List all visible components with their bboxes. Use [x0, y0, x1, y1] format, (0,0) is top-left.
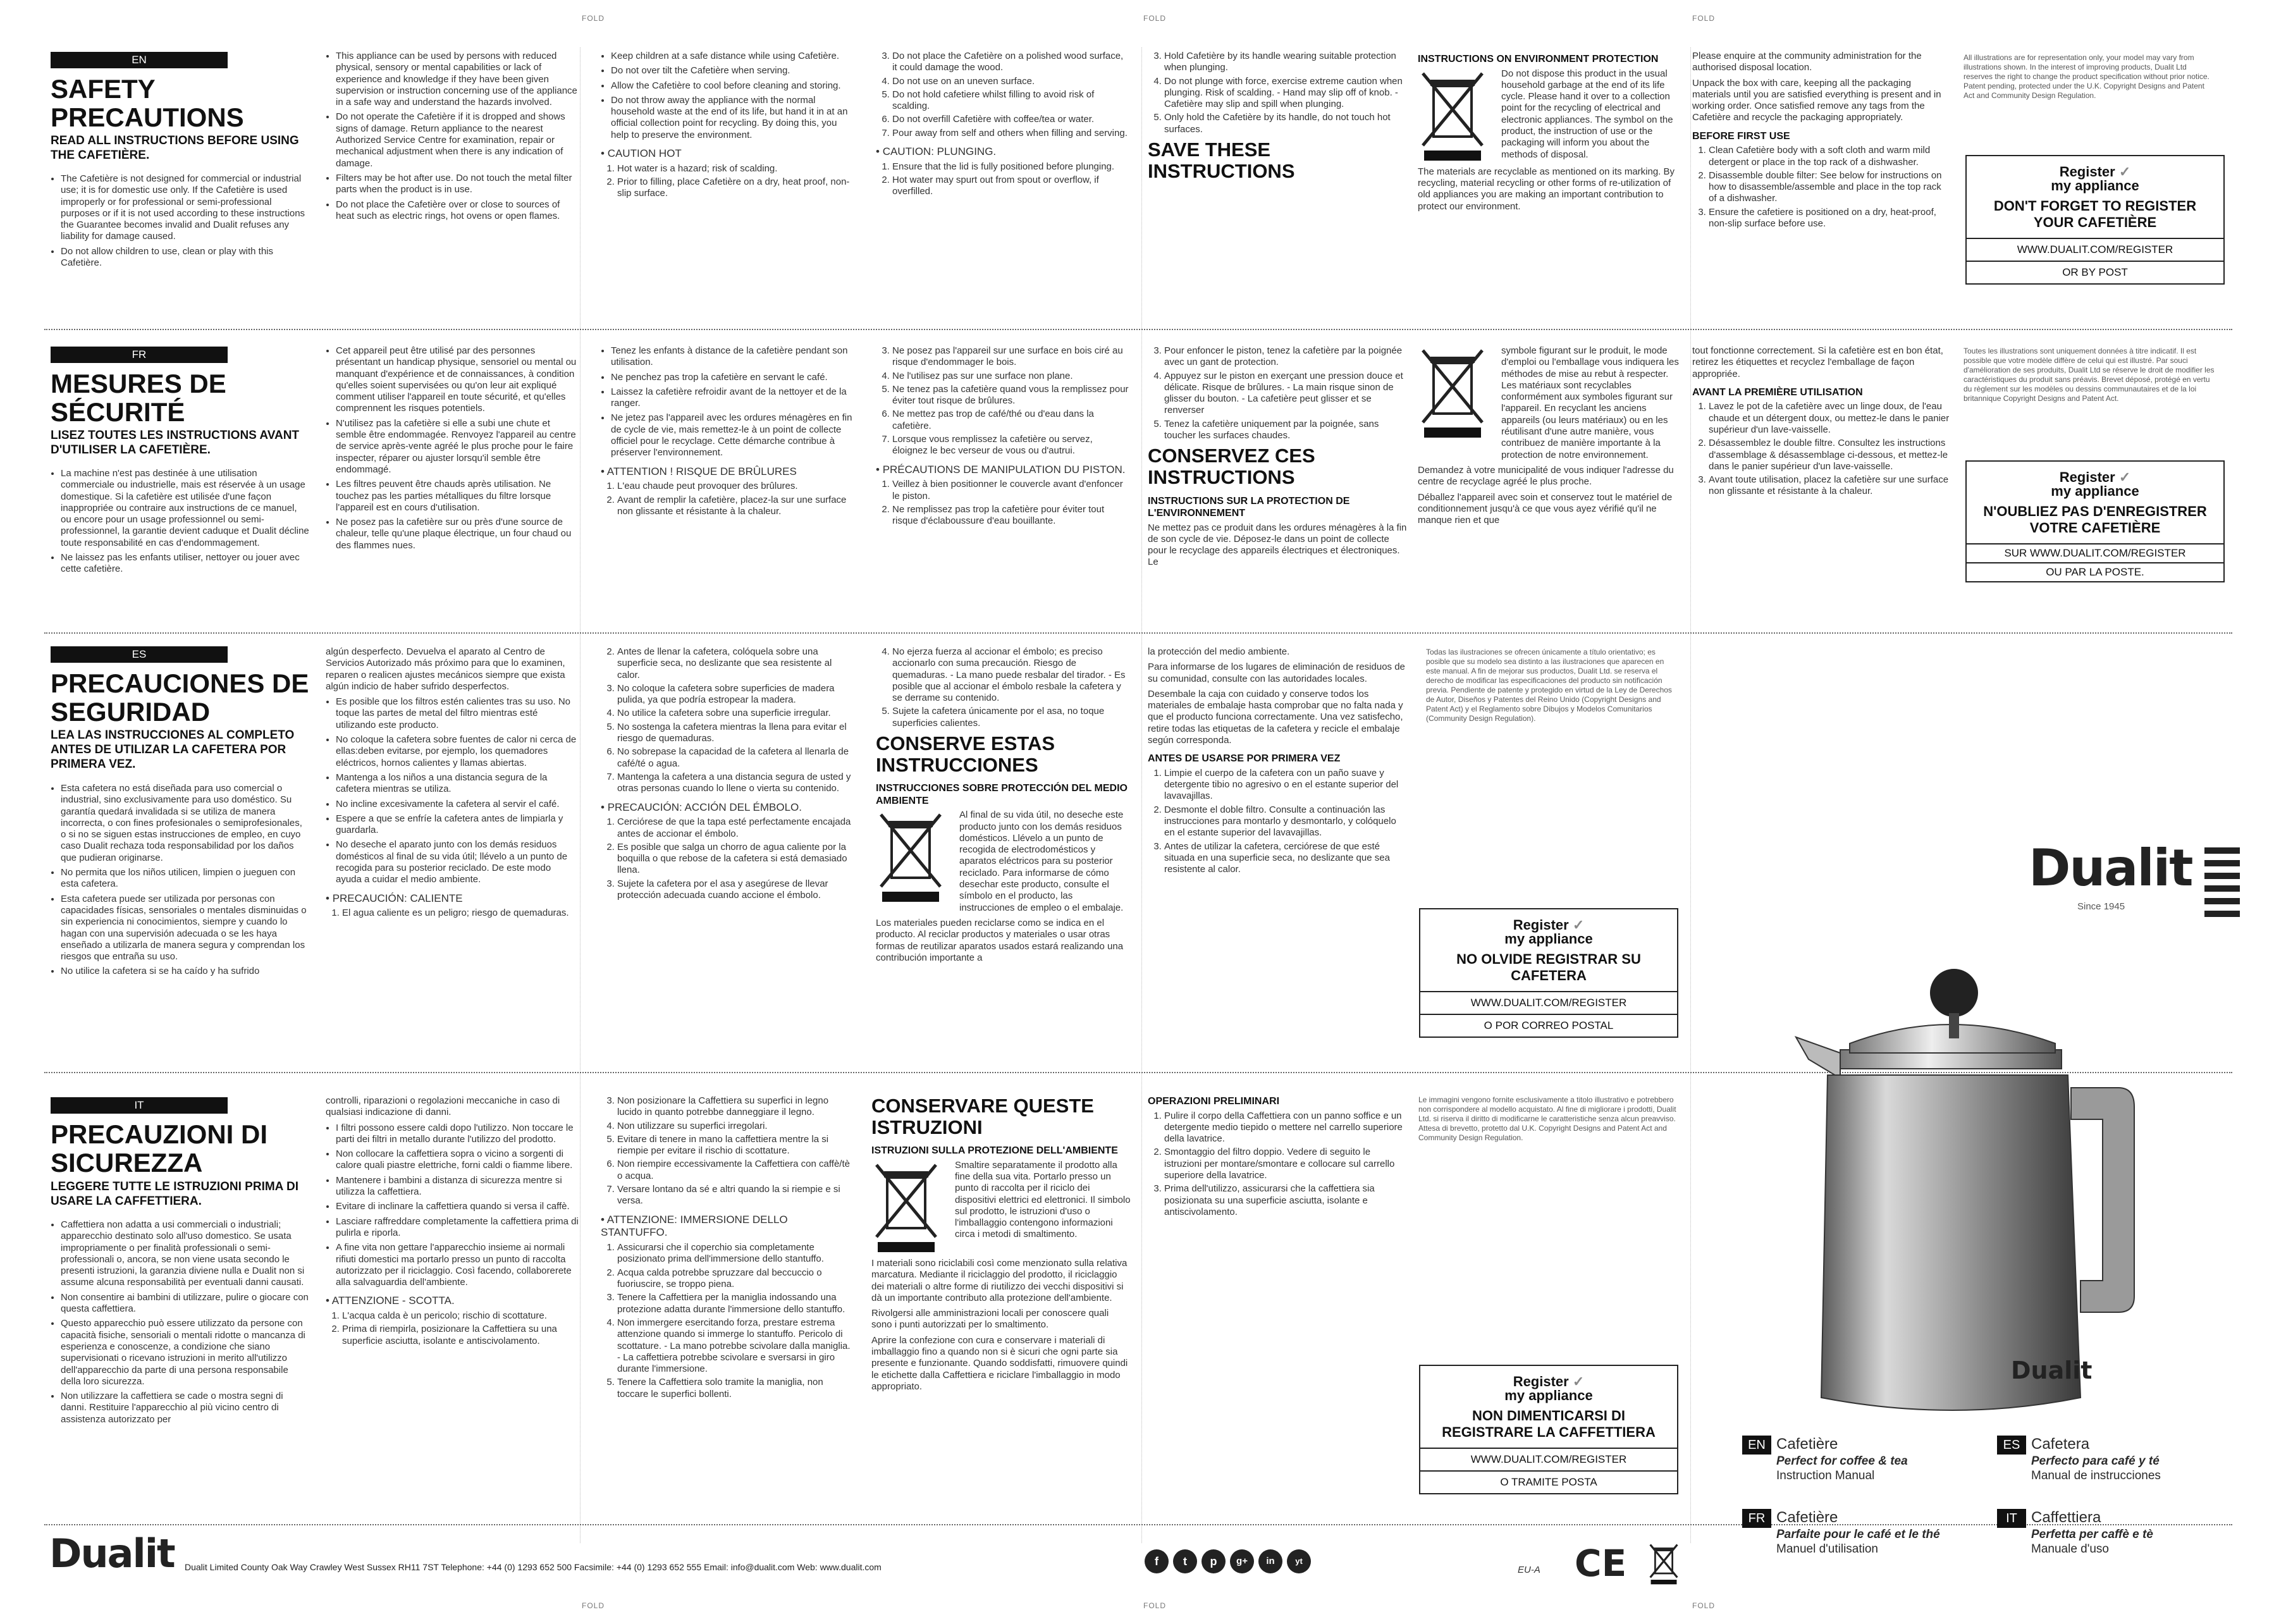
weee-bin-icon: [1418, 345, 1494, 465]
manual-tagline: Parfaite pour le café et le thé: [1776, 1528, 1940, 1541]
fr-col-3: [601, 345, 854, 520]
caution-heading: • PRECAUCIÓN: CALIENTE: [326, 892, 463, 904]
list-item: • Ne posez pas la cafetière sur ou près d'une source de chaleur, telle qu'une plaque électrique, un four chaud ou des flammes nues.: [336, 517, 579, 551]
language-badge: ES: [1997, 1436, 2026, 1455]
list-item: • Tenez les enfants à distance de la cafetière pendant son utilisation.: [611, 345, 854, 369]
column-divider: [1690, 47, 1691, 1543]
it-col-5: [1148, 1095, 1407, 1221]
environment-heading: INSTRUCTIONS SUR LA PROTECTION DE L'ENVIRONNEMENT: [1148, 495, 1350, 519]
weee-bin-icon: [876, 809, 952, 918]
save-instructions-heading: CONSERVE ESTAS INSTRUCCIONES: [876, 732, 1055, 777]
list-item: 7. Pour away from self and others when filling and serving.: [892, 128, 1129, 139]
list-item: 5. Do not hold cafetiere whilst filling to avoid risk of scalding.: [892, 89, 1129, 113]
fold-mark: FOLD: [582, 14, 605, 23]
before-first-use-heading: BEFORE FIRST USE: [1692, 130, 1790, 142]
register-url[interactable]: WWW.DUALIT.COM/REGISTER: [1967, 238, 2223, 261]
caution-heading: • CAUTION HOT: [601, 147, 682, 160]
caution-heading: • ATTENZIONE: IMMERSIONE DELLO STANTUFFO.: [601, 1213, 788, 1239]
weee-bin-icon: [871, 1160, 947, 1258]
kettle-logo: Dualit: [2011, 1356, 2093, 1384]
register-box: [1419, 908, 1678, 1038]
register-logo: Register ✓ my appliance: [2051, 164, 2139, 194]
es-col-1: [51, 783, 310, 981]
fr-col-5: [1148, 345, 1407, 572]
list-item: • Espere a que se enfríe la cafetera antes de limpiarla y guardarla.: [336, 813, 579, 837]
list-item: 2. Désassemblez le double filtre. Consultez les instructions d'assemblage & désassemblage ci-dessous, et mettez-le dans le panier supérieur d'un lave-vaisselle.: [1709, 438, 1951, 472]
list-item: • Mantenere i bambini a distanza di sicurezza mentre si utilizza la caffettiera.: [336, 1175, 579, 1198]
youtube-icon[interactable]: yt: [1287, 1549, 1311, 1573]
body-text: symbole figurant sur le produit, le mode d'emploi ou l'emballage vous indiquera les méthodes de mise au rebut à respecter. Les matériaux sont recyclables conformément aux symboles figurant sur l'appareil. En recyclant les anciens appareils (ou leurs matériaux) ou en les réutilisant d'une autre manière, vous contribuez de manière importante à la protection de notre environnement.: [1501, 345, 1679, 460]
list-item: 3. Ne posez pas l'appareil sur une surface en bois ciré au risque d'endommager le bois.: [892, 345, 1129, 369]
list-item: 1. Cerciórese de que la tapa esté perfectamente encajada antes de accionar el émbolo.: [617, 816, 854, 840]
pinterest-icon[interactable]: p: [1202, 1549, 1226, 1573]
list-item: • Questo apparecchio può essere utilizzato da persone con capacità fisiche, sensoriali o mentali ridotte o mancanza di esperienza e conoscenze, a condizione che siano supervisionati o ricevano istruzioni in merito all'utilizzo dell'apparecchio da parte di una persona responsabile della loro sicurezza.: [61, 1318, 310, 1387]
body-text: Al final de su vida útil, no deseche este producto junto con los demás residuos domésticos. Llévelo a un punto de recogida de electrodomésticos y aparatos eléctricos para su posterior reciclado. Para informarse de cómo desechar este producto, consulte el símbolo en el producto, las instrucciones de empleo o el embalaje.: [959, 809, 1124, 913]
es-col-3: [601, 646, 854, 904]
register-message: NON DIMENTICARSI DI REGISTRARE LA CAFFETTIERA: [1442, 1408, 1656, 1441]
list-item: 1. El agua caliente es un peligro; riesgo de quemaduras.: [342, 907, 579, 919]
it-col-4: [871, 1092, 1131, 1396]
environment-heading: INSTRUCCIONES SOBRE PROTECCIÓN DEL MEDIO AMBIENTE: [876, 783, 1128, 806]
caution-heading: • ATTENZIONE - SCOTTA.: [326, 1295, 455, 1307]
list-item: • This appliance can be used by persons with reduced physical, sensory or mental capabilities or lack of experience and knowledge if they have been given supervision or instruction concerning use of the appliance in a safe way and understand the hazards involved.: [336, 51, 579, 108]
section-subtitle: READ ALL INSTRUCTIONS BEFORE USING THE CAFETIÈRE.: [51, 134, 299, 162]
manual-tagline: Perfecto para café y té: [2031, 1455, 2160, 1468]
body-text: Para informarse de los lugares de eliminación de residuos de su comunidad, consulte con las autoridades locales.: [1148, 661, 1405, 684]
en-col-6: [1418, 51, 1683, 216]
list-item: 2. Desmonte el doble filtro. Consulte a continuación las instrucciones para montarlo y desmontarlo, y colóquelo en el estante superior del lavavajillas.: [1164, 804, 1407, 839]
fr-col-1: [51, 468, 310, 579]
list-item: 1. Lavez le pot de la cafetière avec un linge doux, de l'eau chaude et un détergent doux, ou mettez-le dans le panier supérieur d'un lave-vaisselle.: [1709, 401, 1951, 436]
language-bar: IT: [51, 1097, 228, 1114]
list-item: • Do not throw away the appliance with the normal household waste at the end of its life, but hand it in at an official collection point for recycling. By doing this, you help to preserve the environment.: [611, 95, 854, 141]
section-subtitle: LEGGERE TUTTE LE ISTRUZIONI PRIMA DI USARE LA CAFFETTIERA.: [51, 1180, 298, 1208]
register-box: [1965, 155, 2225, 285]
fold-mark: FOLD: [1692, 14, 1716, 23]
list-item: 4. Do not use on an uneven surface.: [892, 76, 1129, 87]
it-col-3: [601, 1095, 854, 1403]
register-logo: Register ✓ my appliance: [2051, 469, 2139, 499]
list-item: 2. Hot water may spurt out from spout or overflow, if overfilled.: [892, 175, 1129, 198]
list-item: 1. Pulire il corpo della Caffettiera con un panno soffice e un detergente medio tiepido o mettere nel carrello superiore della lavatrice.: [1164, 1110, 1407, 1145]
language-bar: ES: [51, 646, 228, 663]
ce-mark-icon: CE: [1575, 1542, 1627, 1585]
caution-heading: • CAUTION: PLUNGING.: [876, 145, 997, 158]
list-item: • Do not allow children to use, clean or play with this Cafetière.: [61, 246, 310, 269]
list-item: 2. Es posible que salga un chorro de agua caliente por la boquilla o que rebose de la cafetera si está demasiado llena.: [617, 842, 854, 877]
list-item: 1. Veillez à bien positionner le couvercle avant d'enfoncer le piston.: [892, 479, 1129, 502]
section-title: SAFETY PRECAUTIONS: [51, 74, 244, 133]
body-text: Aprire la confezione con cura e conservare i materiali di imballaggio fino a quando non si è sicuri che ogni parte sia presente e funzionante. Quando soddisfatti, rimuovere quindi le etichette dalla Caffettiera e riciclare l'imballaggio in modo appropriato.: [871, 1334, 1128, 1392]
environment-heading: INSTRUCTIONS ON ENVIRONMENT PROTECTION: [1418, 54, 1659, 65]
body-text: controlli, riparazioni o regolazioni meccaniche in caso di qualsiasi indicazione di danni.: [326, 1095, 560, 1118]
body-text: Smaltire separatamente il prodotto alla fine della sua vita. Portarlo presso un punto di raccolta per il riciclo dei dispositivi elettrici ed elettronici. Il simbolo sul prodotto, le istruzioni d'uso o l'imballaggio contengono informazioni circa i metodi di smaltimento.: [955, 1159, 1131, 1240]
list-item: 4. Do not plunge with force, exercise extreme caution when plunging. Risk of scalding. - Hand may slip off of knob. - Cafetière may slip and spill when plunging.: [1164, 76, 1407, 111]
list-item: • Evitare di inclinare la caffettiera quando si versa il caffè.: [336, 1201, 579, 1212]
section-title: PRECAUZIONI DI SICUREZZA: [51, 1119, 268, 1178]
register-url[interactable]: WWW.DUALIT.COM/REGISTER: [1420, 1448, 1677, 1470]
manual-title-fr: [1742, 1509, 1995, 1557]
list-item: • A fine vita non gettare l'apparecchio insieme ai normali rifiuti domestici ma portarlo presso un punto di raccolta autorizzato per il riciclaggio. Così facendo, collaborerete alla salvaguardia dell'ambiente.: [336, 1242, 579, 1288]
register-url[interactable]: WWW.DUALIT.COM/REGISTER: [1420, 991, 1677, 1014]
list-item: 5. Evitare di tenere in mano la caffettiera mentre la si riempie per evitare il rischio di scottature.: [617, 1134, 854, 1157]
list-item: 5. Tenere la Caffettiera solo tramite la maniglia, non toccare le superfici bollenti.: [617, 1377, 854, 1400]
list-item: • Filters may be hot after use. Do not touch the metal filter parts when the product is in use.: [336, 173, 579, 196]
register-post: O POR CORREO POSTAL: [1420, 1014, 1677, 1037]
register-post: O TRAMITE POSTA: [1420, 1470, 1677, 1493]
list-item: • Non utilizzare la caffettiera se cade o mostra segni di danni. Restituire l'apparecchio al più vicino centro di assistenza autorizzato per: [61, 1391, 310, 1425]
list-item: 7. Versare lontano da sé e altri quando la si riempie e si versa.: [617, 1184, 854, 1207]
body-text: la protección del medio ambiente.: [1148, 646, 1290, 657]
list-item: 4. Non utilizzare su superfici irregolari.: [617, 1121, 854, 1132]
before-first-use-heading: OPERAZIONI PRELIMINARI: [1148, 1096, 1280, 1107]
list-item: 2. Disassemble double filter: See below for instructions on how to disassemble/assemble and place in the top rack of a dishwasher.: [1709, 170, 1951, 205]
list-item: 2. Prima di riempirla, posizionare la Caffettiera su una superficie asciutta, isolante e antiscivolamento.: [342, 1324, 579, 1347]
list-item: • No incline excesivamente la cafetera al servir el café.: [336, 799, 579, 810]
manual-tagline: Perfect for coffee & tea: [1776, 1455, 1908, 1468]
list-item: 5. No sostenga la cafetera mientras la llena para evitar el riesgo de quemaduras.: [617, 722, 854, 745]
manual-title-en: [1742, 1436, 1995, 1484]
list-item: • Caffettiera non adatta a usi commerciali o industriali; apparecchio destinato solo all'uso domestico. Se usata impropriamente o per finalità professionali o semi-professionali o, ancora, se non viene usata secondo le presenti istruzioni, la garanzia diviene nulla e Dualit non si assume alcuna responsabilità per eventuali danni causati.: [61, 1219, 310, 1289]
list-item: 6. Do not overfill Cafetière with coffee/tea or water.: [892, 114, 1129, 125]
footnote: Le immagini vengono fornite esclusivamente a titolo illustrativo e potrebbero non corrispondere al modello acquistato. Al fine di migliorare i prodotti, Dualit Ltd. si riserva il diritto di modificarne le caratteristiche senza alcun preavviso. Attesa di brevetto, protetto dal U.K. Copyright Designs and Patent Act and Community Design Regulation.: [1418, 1095, 1676, 1142]
column-divider: [1141, 47, 1142, 1543]
caution-heading: • PRÉCAUTIONS DE MANIPULATION DU PISTON.: [876, 463, 1126, 476]
list-item: 1. Assicurarsi che il coperchio sia completamente posizionato prima dell'immersione dello stantuffo.: [617, 1242, 854, 1265]
manual-type: Instruction Manual: [1776, 1468, 1875, 1482]
manual-product-name: Cafetière: [1776, 1436, 1838, 1453]
register-box: [1965, 460, 2225, 582]
register-message: N'OUBLIEZ PAS D'ENREGISTRER VOTRE CAFETIÈRE: [1983, 503, 2207, 536]
footnote: All illustrations are for representation only, your model may vary from illustrations shown. In the interest of improving products, Dualit Ltd reserves the right to change the product specification without prior notice. Patent pending, protected under the U.K. Copyright Designs and Patent Act and Community Design Regulation.: [1964, 53, 2209, 100]
it-col-2: [326, 1095, 579, 1350]
fold-mark: FOLD: [1143, 1601, 1167, 1610]
list-item: 3. Ensure the cafetiere is positioned on a dry, heat-proof, non-slip surface before use.: [1709, 207, 1951, 230]
manual-type: Manuale d'uso: [2031, 1542, 2109, 1556]
list-item: 2. Prior to filling, place Cafetière on a dry, heat proof, non-slip surface.: [617, 176, 854, 200]
language-bar: EN: [51, 52, 228, 68]
caution-heading: • ATTENTION ! RISQUE DE BRÛLURES: [601, 465, 797, 477]
list-item: • Esta cafetera puede ser utilizada por personas con capacidades físicas, sensoriales o mentales disminuidas o sin experiencia ni conocimientos, siempre y cuando lo hagan con una supervisión adecuada o se les haya enseñado a utilizarla de manera segura y comprendan los riesgos que entraña su uso.: [61, 894, 310, 963]
footnote: Toutes les illustrations sont uniquement données à titre indicatif. Il est possible que votre modèle diffère de celui qui est illustré. Par souci d'amélioration de ses produits, Dualit Ltd se réserve le droit de modifier les caractéristiques du produit sans préavis. Brevet déposé, protégé en vertu du règlement sur les modèles ou dessins communautaires et de la loi britannique Copyright Designs and Patent Act.: [1964, 347, 2215, 403]
body-text: Los materiales pueden reciclarse como se indica en el producto. Al reciclar productos y materiales o usar otras formas de reutilizar aparatos usados estará realizando una contribución importante a: [876, 917, 1124, 963]
body-text: Desembale la caja con cuidado y conserve todos los materiales de embalaje hasta comprobar que no falta nada y que el producto funciona correctamente. Una vez satisfecho, retire todas las etiquetas de la cafetera y recicle el embalaje según corresponda.: [1148, 688, 1403, 746]
es-col-5: [1148, 646, 1407, 878]
body-text: Do not dispose this product in the usual household garbage at the end of its life cycle. Please hand it over to a collection point for the recycling of electrical and electronic appliances. The symbol on the product, the instruction of use or the packaging will inform you about the methods of disposal.: [1501, 68, 1673, 160]
list-item: • La machine n'est pas destinée à une utilisation commerciale ou industrielle, mais est réservée à un usage domestique. Si la cafetière est utilisée d'une façon inappropriée ou contraire aux instructions de ce manuel, ou encore pour un usage professionnel ou semi-professionnel, la garantie devient caduque et Dualit décline toute responsabilité en cas d'endommagement.: [61, 468, 310, 549]
cafetiere-image: [1783, 942, 2137, 1451]
weee-bin-icon: [1418, 68, 1494, 166]
body-text: tout fonctionne correctement. Si la cafetière est en bon état, retirez les étiquettes et recyclez l'emballage de façon appropriée.: [1692, 345, 1943, 379]
manual-product-name: Cafetera: [2031, 1436, 2090, 1453]
fold-mark: FOLD: [1692, 1601, 1716, 1610]
column-divider: [580, 47, 581, 1543]
list-item: 3. No coloque la cafetera sobre superficies de madera pulida, ya que podría estropear la madera.: [617, 683, 854, 706]
language-bar: FR: [51, 347, 228, 363]
list-item: 1. L'eau chaude peut provoquer des brûlures.: [617, 481, 854, 492]
register-box: [1419, 1365, 1678, 1494]
body-text: Déballez l'appareil avec soin et conservez tout le matériel de conditionnement jusqu'à ce que vous ayez vérifié qu'il ne manque rien et que: [1418, 491, 1673, 526]
list-item: 3. Sujete la cafetera por el asa y asegúrese de llevar protección adecuada cuando accione el émbolo.: [617, 878, 854, 902]
list-item: • Non consentire ai bambini di utilizzare, pulire o giocare con questa caffettiera.: [61, 1292, 310, 1315]
register-message: DON'T FORGET TO REGISTER YOUR CAFETIÈRE: [1993, 198, 2197, 231]
brand-since: Since 1945: [2077, 901, 2125, 912]
en-col-5: [1148, 51, 1407, 185]
brand-stripes-icon: [2204, 847, 2240, 920]
register-post: OR BY POST: [1967, 261, 2223, 283]
before-first-use-heading: AVANT LA PREMIÈRE UTILISATION: [1692, 386, 1863, 398]
list-item: • N'utilisez pas la cafetière si elle a subi une chute et semble être endommagée. Renvoyez l'appareil au centre de service après-vente agréé le plus proche pour le faire inspecter, réparer ou ajuster lorsqu'il semble être endommagé.: [336, 418, 579, 476]
body-text: Rivolgersi alle amministrazioni locali per conoscere quali sono i punti autorizzati per lo smaltimento.: [871, 1308, 1109, 1331]
list-item: 2. Ne remplissez pas trop la cafetière pour éviter tout risque d'éclaboussure d'eau bouillante.: [892, 504, 1129, 527]
list-item: 5. Tenez la cafetière uniquement par la poignée, sans toucher les surfaces chaudes.: [1164, 419, 1407, 442]
list-item: 4. Appuyez sur le piston en exerçant une pression douce et délicate. Risque de brûlures. - La main risque sinon de glisser du bouton. - La cafetière peut glisser et se renverser: [1164, 371, 1407, 417]
save-instructions-heading: CONSERVEZ CES INSTRUCTIONS: [1148, 445, 1315, 489]
section-subtitle: LISEZ TOUTES LES INSTRUCTIONS AVANT D'UTILISER LA CAFETIÈRE.: [51, 429, 300, 457]
list-item: • Do not over tilt the Cafetière when serving.: [611, 65, 854, 77]
list-item: 1. Hot water is a hazard; risk of scalding.: [617, 163, 854, 175]
list-item: 6. Ne mettez pas trop de café/thé ou d'eau dans la cafetière.: [892, 409, 1129, 432]
list-item: • Do not operate the Cafetière if it is dropped and shows signs of damage. Return appliance to the nearest Authorized Service Centre for examination, repair or mechanical adjustment when there is any indication of damage.: [336, 111, 579, 169]
brand-logo: Dualit: [2029, 839, 2192, 897]
manual-product-name: Cafetière: [1776, 1509, 1838, 1526]
fold-mark: FOLD: [1143, 14, 1167, 23]
environment-heading: ISTRUZIONI SULLA PROTEZIONE DELL'AMBIENTE: [871, 1145, 1118, 1157]
en-col-7: [1692, 51, 1951, 232]
list-item: • Allow the Cafetière to cool before cleaning and storing.: [611, 80, 854, 92]
google-plus-icon[interactable]: g+: [1230, 1549, 1254, 1573]
en-col-2: [326, 51, 579, 225]
fold-mark: FOLD: [582, 1601, 605, 1610]
list-item: 1. Clean Cafetière body with a soft cloth and warm mild detergent or place in the top rack of a dishwasher.: [1709, 145, 1951, 168]
list-item: 2. Antes de llenar la cafetera, colóquela sobre una superficie seca, no deslizante que sea resistente al calor.: [617, 646, 854, 681]
manual-title-es: [1997, 1436, 2250, 1484]
before-first-use-heading: ANTES DE USARSE POR PRIMERA VEZ: [1148, 753, 1341, 765]
list-item: • Keep children at a safe distance while using Cafetière.: [611, 51, 854, 62]
list-item: 3. Prima dell'utilizzo, assicurarsi che la caffettiera sia posizionata su una superficie asciutta, isolante e antiscivolamento.: [1164, 1183, 1407, 1218]
language-badge: IT: [1997, 1509, 2026, 1528]
body-text: Demandez à votre municipalité de vous indiquer l'adresse du centre de recyclage agréé le plus proche.: [1418, 464, 1674, 488]
language-badge: EN: [1742, 1436, 1771, 1455]
list-item: 4. No ejerza fuerza al accionar el émbolo; es preciso accionarlo con suma precaución. Riesgo de quemaduras. - La mano puede resbalar del tirador. - Es posible que al accionar el émbolo resbale la cafetera y se derrame su contenido.: [892, 646, 1129, 704]
list-item: 1. L'acqua calda è un pericolo; rischio di scottature.: [342, 1310, 579, 1322]
weee-small-icon: [1648, 1542, 1680, 1589]
register-logo: Register ✓ my appliance: [1504, 917, 1593, 947]
list-item: • Mantenga a los niños a una distancia segura de la cafetera mientras se utiliza.: [336, 772, 579, 796]
save-instructions-heading: CONSERVARE QUESTE ISTRUZIONI: [871, 1095, 1094, 1139]
list-item: 6. No sobrepase la capacidad de la cafetera al llenarla de café/té o agua.: [617, 746, 854, 770]
manual-tagline: Perfetta per caffè e tè: [2031, 1528, 2153, 1541]
en-col-1: [51, 173, 310, 272]
list-item: 2. Acqua calda potrebbe spruzzare dal beccuccio o fuoriuscire, se troppo piena.: [617, 1267, 854, 1291]
fr-col-2: [326, 345, 579, 555]
list-item: 5. Ne tenez pas la cafetière quand vous la remplissez pour éviter tout risque de brûlures.: [892, 384, 1129, 407]
list-item: • Esta cafetera no está diseñada para uso comercial o industrial, sino exclusivamente para uso doméstico. Su garantía quedará invalidada si se utiliza de manera incorrecta, o con fines profesionales o semiprofesionales, o si no se siguen estas instrucciones de empleo, en cuyo caso Dualit rechaza toda responsabilidad por los daños que pudieran originarse.: [61, 783, 310, 864]
list-item: • Ne laissez pas les enfants utiliser, nettoyer ou jouer avec cette cafetière.: [61, 552, 310, 575]
list-item: • No coloque la cafetera sobre fuentes de calor ni cerca de ellas:deben evitarse, por ejemplo, los quemadores eléctricos, hornos calientes y llamas abiertas.: [336, 734, 579, 769]
twitter-icon[interactable]: t: [1173, 1549, 1197, 1573]
language-badge: FR: [1742, 1509, 1771, 1528]
list-item: • Laissez la cafetière refroidir avant de la nettoyer et de la ranger.: [611, 386, 854, 410]
manual-title-it: [1997, 1509, 2250, 1557]
fr-col-6: [1418, 345, 1683, 530]
caution-heading: • PRECAUCIÓN: ACCIÓN DEL ÉMBOLO.: [601, 801, 802, 813]
footnote: Todas las ilustraciones se ofrecen únicamente a título orientativo; es posible que su modelo sea distinto a las ilustraciones que aparecen en este manual. A fin de mejorar sus productos, Dualit Ltd. se reserva el derecho de modificar las especificaciones del producto sin notificación previa. Pendiente de patente y protegido en virtud de la Ley de Derechos de Autor, Diseños y Patentes del Reino Unido (Copyright Designs and Patent Act) y el Reglamento sobre Dibujos y Modelos Comunitarios (Community Design Regulation).: [1426, 648, 1672, 723]
es-col-2: [326, 646, 579, 922]
register-logo: Register ✓ my appliance: [1504, 1374, 1593, 1403]
list-item: 4. Non immergere esercitando forza, prestare estrema attenzione quando si immerge lo stantuffo. Pericolo di scottature. - La mano potrebbe scivolare dalla maniglia. - La caffettiera potrebbe scivolare e sversarsi in giro durante l'immersione.: [617, 1317, 854, 1375]
list-item: • No permita que los niños utilicen, limpien o jueguen con esta cafetera.: [61, 867, 310, 890]
register-url[interactable]: SUR WWW.DUALIT.COM/REGISTER: [1967, 543, 2223, 562]
list-item: 3. Do not place the Cafetière on a polished wood surface, it could damage the wood.: [892, 51, 1129, 74]
manual-type: Manual de instrucciones: [2031, 1468, 2161, 1482]
list-item: • Es posible que los filtros estén calientes tras su uso. No toque las partes de metal del filtro mientras esté utilizando este producto.: [336, 696, 579, 731]
list-item: • I filtri possono essere caldi dopo l'utilizzo. Non toccare le parti dei filtri in metallo durante l'utilizzo del prodotto.: [336, 1123, 579, 1146]
en-col-3: [601, 51, 854, 202]
body-text: Ne mettez pas ce produit dans les ordures ménagères à la fin de son cycle de vie. Déposez-le dans un point de collecte pour le recyclage des appareils électriques et électroniques. Le: [1148, 522, 1407, 568]
list-item: 6. Non riempire eccessivamente la Caffettiera con caffè/tè o acqua.: [617, 1159, 854, 1182]
register-message: NO OLVIDE REGISTRAR SU CAFETERA: [1456, 951, 1641, 984]
section-subtitle: LEA LAS INSTRUCCIONES AL COMPLETO ANTES DE UTILIZAR LA CAFETERA POR PRIMERA VEZ.: [51, 729, 295, 771]
footer-brand-logo: Dualit: [49, 1530, 175, 1577]
body-text: Please enquire at the community administration for the authorised disposal location.: [1692, 51, 1922, 73]
facebook-icon[interactable]: f: [1145, 1549, 1169, 1573]
body-text: Unpack the box with care, keeping all the packaging materials until you are satisfied everything is present and in working order. Once satisfied remove any tags from the Cafetière and recycle the packaging appropriately.: [1692, 77, 1941, 123]
list-item: 3. Pour enfoncer le piston, tenez la cafetière par la poignée avec un gant de protection.: [1164, 345, 1407, 369]
footer-address: Dualit Limited County Oak Way Crawley West Sussex RH11 7ST Telephone: +44 (0) 1293 652 500 Facsimile: +44 (0) 1293 652 555 Email: info@dualit.com Web: www.dualit.com: [185, 1562, 882, 1572]
list-item: • No deseche el aparato junto con los demás residuos domésticos al final de su vida útil; llévelo a un punto de recogida para su posterior reciclado. De este modo ayuda a cuidar el medio ambiente.: [336, 839, 579, 885]
list-item: 1. Limpie el cuerpo de la cafetera con un paño suave y detergente tibio no agresivo o en el estante superior del lavavajillas.: [1164, 768, 1407, 803]
section-divider: [44, 329, 2232, 330]
save-instructions-heading: SAVE THESE INSTRUCTIONS: [1148, 138, 1295, 183]
list-item: • Non collocare la caffettiera sopra o vicino a sorgenti di calore quali piastre elettriche, forni caldi o fiamme libere.: [336, 1148, 579, 1172]
manual-type: Manuel d'utilisation: [1776, 1542, 1878, 1556]
section-divider: [44, 632, 2232, 634]
section-title: MESURES DE SÉCURITÉ: [51, 369, 226, 428]
section-title: PRECAUCIONES DE SEGURIDAD: [51, 668, 309, 727]
list-item: • Do not place the Cafetière over or close to sources of heat such as electric rings, hot ovens or open flames.: [336, 199, 579, 223]
list-item: • Ne jetez pas l'appareil avec les ordures ménagères en fin de cycle de vie, mais remettez-le à un point de collecte officiel pour le recyclage. Cette démarche contribue à préserver l'environnement.: [611, 412, 854, 458]
list-item: 3. Hold Cafetière by its handle wearing suitable protection when plunging.: [1164, 51, 1407, 74]
list-item: 5. Sujete la cafetera únicamente por el asa, no toque superficies calientes.: [892, 706, 1129, 729]
list-item: 3. Antes de utilizar la cafetera, cerciórese de que esté situada en una superficie seca, no deslizante que sea resistente al calor.: [1164, 841, 1407, 876]
list-item: 3. Non posizionare la Caffettiera su superfici in legno lucido in quanto potrebbe danneggiare il legno.: [617, 1095, 854, 1119]
list-item: • Ne penchez pas trop la cafetière en servant le café.: [611, 372, 854, 383]
register-post: OU PAR LA POSTE.: [1967, 562, 2223, 581]
region-code: EU-A: [1518, 1565, 1540, 1575]
body-text: The materials are recyclable as mentioned on its marking. By recycling, material recycling or other forms of re-utilization of old appliances you are making an important contribution to protect our environment.: [1418, 166, 1675, 212]
body-text: algún desperfecto. Devuelva el aparato al Centro de Servicios Autorizado más próximo para que lo examinen, reparen o realicen ajustes mecánicos siempre que exista algún indicio de haber sufrido desperfectos.: [326, 646, 565, 692]
list-item: 5. Only hold the Cafetière by its handle, do not touch hot surfaces.: [1164, 112, 1407, 135]
list-item: • The Cafetière is not designed for commercial or industrial use; it is for domestic use only. If the Cafetière is used improperly or for professional or semi-professional purposes or if it is not used according to these instructions the Guarantee becomes invalid and Dualit refuses any liability for damage caused.: [61, 173, 310, 243]
list-item: 1. Ensure that the lid is fully positioned before plunging.: [892, 161, 1129, 173]
manual-product-name: Caffettiera: [2031, 1509, 2101, 1526]
it-col-1: [51, 1219, 310, 1429]
es-col-4: [876, 646, 1129, 968]
en-col-4: [876, 51, 1129, 200]
list-item: 4. Ne l'utilisez pas sur une surface non plane.: [892, 371, 1129, 382]
linkedin-icon[interactable]: in: [1258, 1549, 1282, 1573]
list-item: 4. No utilice la cafetera sobre una superficie irregular.: [617, 708, 854, 719]
fr-col-4: [876, 345, 1129, 530]
list-item: • No utilice la cafetera si se ha caído y ha sufrido: [61, 966, 310, 977]
list-item: 7. Mantenga la cafetera a una distancia segura de usted y otras personas cuando lo llene o vierta su contenido.: [617, 772, 854, 795]
list-item: 2. Smontaggio del filtro doppio. Vedere di seguito le istruzioni per montare/smontare e collocare sul carrello superiore della lavatrice.: [1164, 1147, 1407, 1181]
body-text: I materiali sono riciclabili così come menzionato sulla relativa marcatura. Mediante il riciclaggio del prodotto, il riciclaggio dei materiali o altre forme di riutilizzo dei vecchi dispositivi si dà un importante contributo alla protezione dell'ambiente.: [871, 1258, 1128, 1303]
list-item: 2. Avant de remplir la cafetière, placez-la sur une surface non glissante et résistante à la chaleur.: [617, 495, 854, 518]
list-item: • Lasciare raffreddare completamente la caffettiera prima di pulirla e riporla.: [336, 1216, 579, 1240]
list-item: 3. Avant toute utilisation, placez la cafetière sur une surface non glissante et résistante à la chaleur.: [1709, 474, 1951, 498]
list-item: • Cet appareil peut être utilisé par des personnes présentant un handicap physique, sensoriel ou mental ou manquant d'expérience et de connaissances, à condition qu'elles soient supervisées ou qu'on leur ait expliqué comment utiliser l'appareil en toute sécurité, et qu'elles comprennent les risques potentiels.: [336, 345, 579, 415]
fr-col-7: [1692, 345, 1951, 500]
list-item: • Les filtres peuvent être chauds après utilisation. Ne touchez pas les parties métalliques du filtre lorsque l'appareil est en cours d'utilisation.: [336, 479, 579, 514]
list-item: 7. Lorsque vous remplissez la cafetière ou servez, éloignez le bec verseur de vous ou d'autrui.: [892, 434, 1129, 457]
list-item: 3. Tenere la Caffettiera per la maniglia indossando una protezione adatta durante l'immersione dello stantuffo.: [617, 1292, 854, 1315]
